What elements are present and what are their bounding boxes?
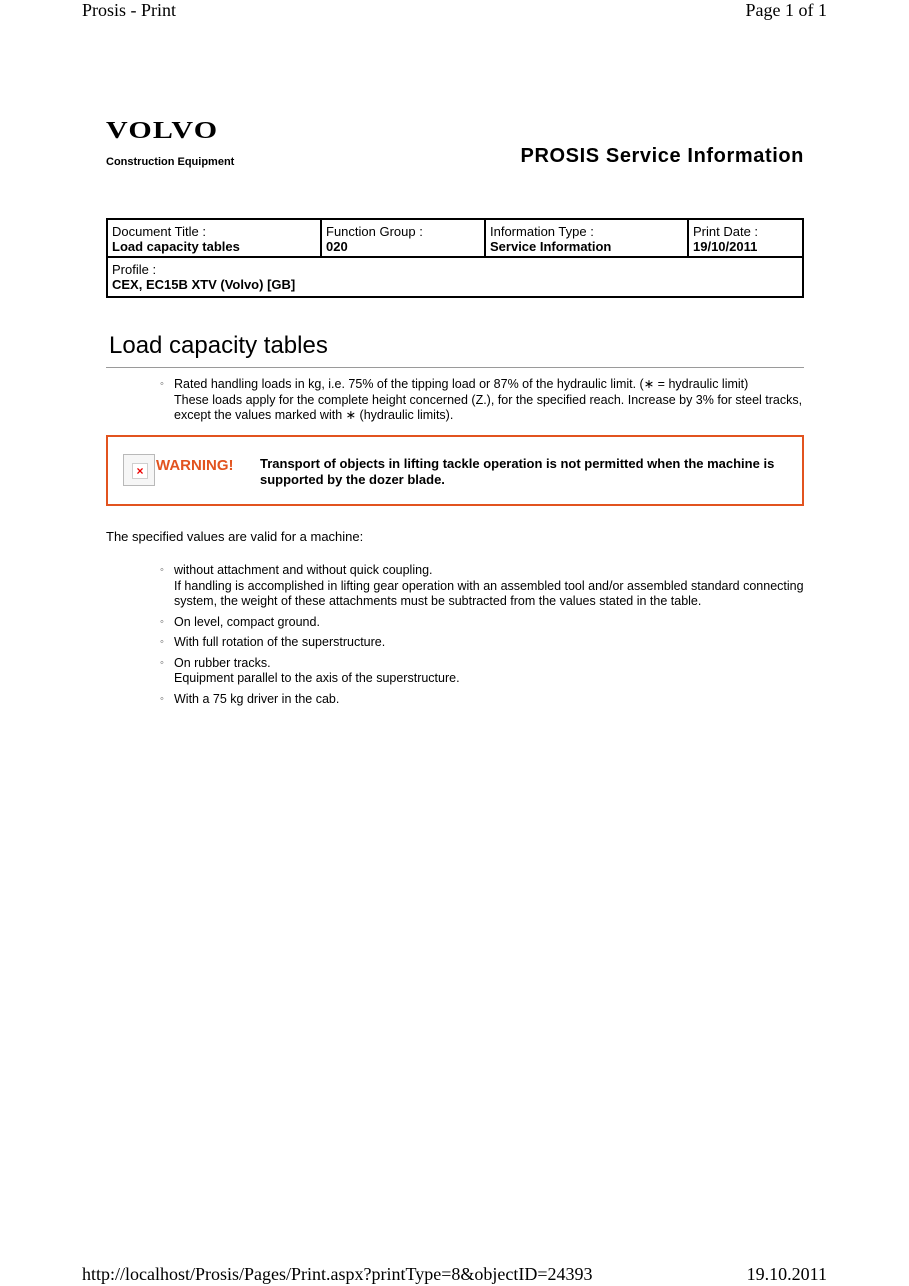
condition-detail: If handling is accomplished in lifting gear operation with an assembled tool and/or assembled standard connecting system, the weight of these attachments must be subtracted from the values stated in the table.	[174, 578, 804, 608]
logo-subtitle: Construction Equipment	[106, 156, 235, 168]
condition-line: ◦ With full rotation of the superstructure.	[174, 635, 386, 649]
intro-line-1: ◦ Rated handling loads in kg, i.e. 75% of the tipping load or 87% of the hydraulic limit. (∗ = hydraulic limit)	[174, 377, 749, 391]
conditions-intro: The specified values are valid for a machine:	[106, 529, 364, 544]
list-item	[160, 692, 805, 708]
page-title: Load capacity tables	[109, 332, 328, 359]
list-item	[160, 656, 805, 687]
condition-line: ◦ With a 75 kg driver in the cab.	[174, 691, 340, 706]
warning-box	[106, 435, 804, 506]
broken-image-icon: ×	[123, 454, 155, 486]
volvo-logo: VOLVO	[106, 118, 219, 144]
footer-date: 19.10.2011	[746, 1264, 827, 1284]
print-date-label: Print Date :	[693, 224, 759, 239]
list-item	[160, 563, 805, 610]
intro-line-2: These loads apply for the complete height concerned (Z.), for the specified reach. Increase by 3% for steel tracks, except the values marked with ∗ (hydraulic limits).	[174, 392, 803, 422]
browser-print-title: Prosis - Print	[82, 0, 177, 20]
doc-title-label: Document Title :	[112, 224, 206, 239]
doc-title-value: Load capacity tables	[112, 239, 240, 254]
intro-list	[160, 377, 805, 429]
condition-line: ◦ On rubber tracks.	[174, 655, 271, 670]
print-date-value: 19/10/2011	[693, 239, 758, 254]
footer-url: http://localhost/Prosis/Pages/Print.aspx?printType=8&objectID=24393	[82, 1264, 593, 1284]
condition-line: ◦ On level, compact ground.	[174, 614, 320, 629]
profile-label: Profile :	[112, 262, 157, 277]
list-item	[160, 377, 805, 424]
warning-text: Transport of objects in lifting tackle operation is not permitted when the machine is supported by the dozer blade.	[260, 456, 775, 487]
profile-cell	[107, 257, 803, 297]
condition-line: ◦ without attachment and without quick coupling.	[174, 563, 433, 577]
page-number: Page 1 of 1	[745, 0, 827, 20]
header-title: PROSIS Service Information	[520, 145, 804, 167]
profile-value: CEX, EC15B XTV (Volvo) [GB]	[112, 277, 296, 292]
document-meta-table	[106, 218, 804, 298]
doc-title-cell	[107, 219, 321, 257]
info-type-label: Information Type :	[490, 224, 594, 239]
list-item	[160, 615, 805, 631]
list-item	[160, 635, 805, 651]
warning-label: WARNING!	[156, 457, 234, 474]
conditions-list	[160, 563, 805, 712]
condition-detail: Equipment parallel to the axis of the superstructure.	[174, 671, 460, 685]
function-group-label: Function Group :	[326, 224, 423, 239]
heading-divider	[106, 367, 804, 368]
print-date-cell	[688, 219, 803, 257]
function-group-value: 020	[326, 239, 348, 254]
info-type-value: Service Information	[490, 239, 612, 254]
info-type-cell	[485, 219, 688, 257]
function-group-cell	[321, 219, 485, 257]
